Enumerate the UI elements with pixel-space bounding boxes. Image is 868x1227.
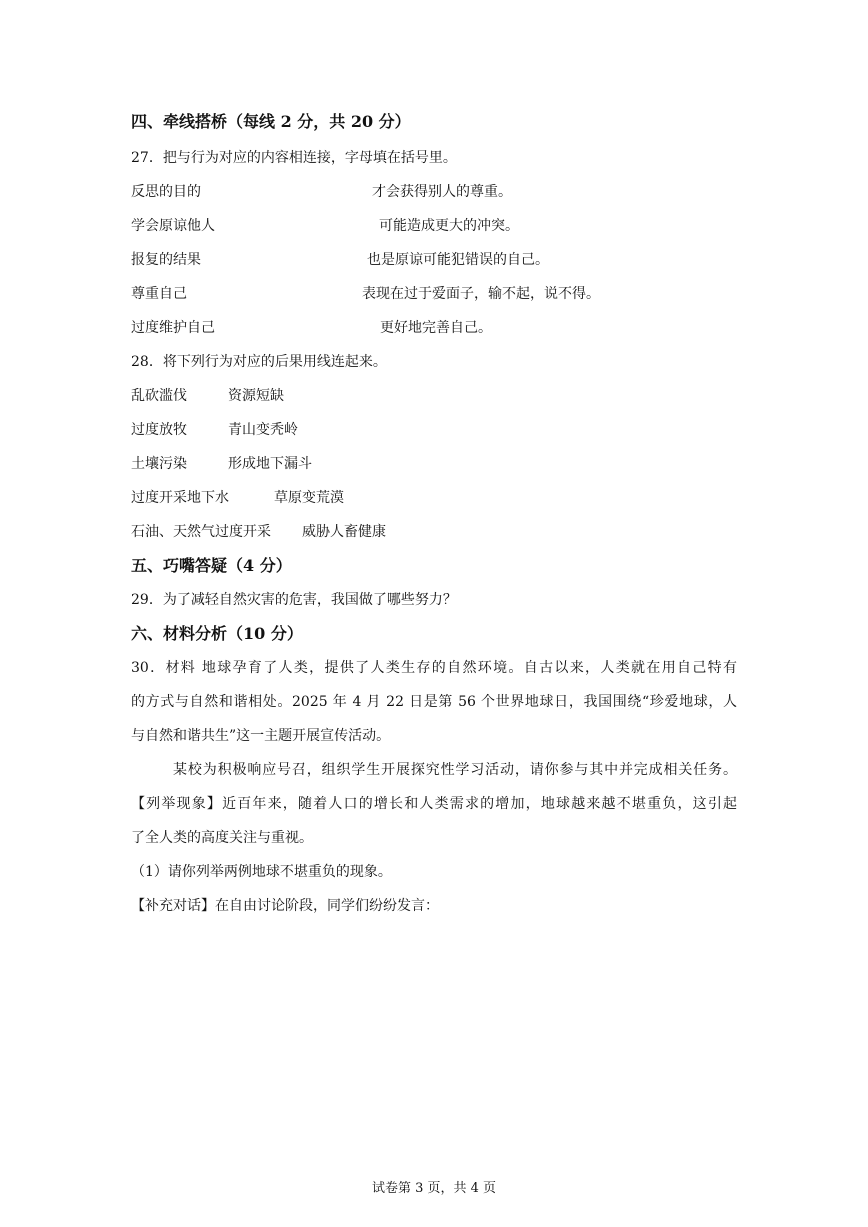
- q27-right-item: 更好地完善自己。: [380, 320, 492, 336]
- q30-material-line: 30．材料 地球孕育了人类，提供了人类生存的自然环境。自古以来，人类就在用自己特有: [131, 660, 737, 676]
- q27-left-item: 学会原谅他人: [131, 218, 215, 234]
- q30-task-line: 了全人类的高度关注与重视。: [131, 830, 313, 846]
- q30-task-line: 【列举现象】近百年来，随着人口的增长和人类需求的增加，地球越来越不堪重负，这引起: [131, 796, 737, 812]
- q28-right-item: 威胁人畜健康: [302, 524, 386, 540]
- section6-heading: 六、材料分析（10 分）: [131, 624, 303, 643]
- q28-right-item: 青山变秃岭: [228, 422, 298, 438]
- q30-material-line: 某校为积极响应号召，组织学生开展探究性学习活动，请你参与其中并完成相关任务。: [173, 762, 737, 778]
- q28-right-item: 资源短缺: [228, 388, 284, 404]
- q28-left-item: 乱砍滥伐: [131, 388, 187, 404]
- q28-left-item: 过度放牧: [131, 422, 187, 438]
- q30-material-line: 与自然和谐共生”这一主题开展宣传活动。: [131, 728, 391, 744]
- q27-left-item: 过度维护自己: [131, 320, 215, 336]
- q27-right-item: 可能造成更大的冲突。: [379, 218, 519, 234]
- q28-right-item: 草原变荒漠: [274, 490, 344, 506]
- q29-text: 29．为了减轻自然灾害的危害，我国做了哪些努力？: [131, 592, 457, 608]
- q27-right-item: 才会获得别人的尊重。: [372, 184, 512, 200]
- q28-left-item: 土壤污染: [131, 456, 187, 472]
- q27-right-item: 表现在过于爱面子，输不起，说不得。: [362, 286, 600, 302]
- q30-material-line: 的方式与自然和谐相处。2025 年 4 月 22 日是第 56 个世界地球日，我国围绕“珍爱地球，人: [131, 694, 737, 710]
- q28-right-item: 形成地下漏斗: [228, 456, 312, 472]
- section4-heading: 四、牵线搭桥（每线 2 分，共 20 分）: [131, 112, 411, 131]
- q27-left-item: 反思的目的: [131, 184, 201, 200]
- q27-left-item: 尊重自己: [131, 286, 187, 302]
- page-footer: 试卷第 3 页，共 4 页: [371, 1181, 497, 1196]
- q27-prompt: 27．把与行为对应的内容相连接，字母填在括号里。: [131, 150, 457, 166]
- section5-heading: 五、巧嘴答疑（4 分）: [131, 556, 292, 575]
- q30-task-line: 【补充对话】在自由讨论阶段，同学们纷纷发言：: [131, 898, 439, 914]
- q28-left-item: 石油、天然气过度开采: [131, 524, 271, 540]
- q30-subquestion: （1）请你列举两例地球不堪重负的现象。: [131, 864, 392, 880]
- q28-left-item: 过度开采地下水: [131, 490, 229, 506]
- q27-left-item: 报复的结果: [131, 252, 201, 268]
- q28-prompt: 28．将下列行为对应的后果用线连起来。: [131, 354, 387, 370]
- q27-right-item: 也是原谅可能犯错误的自己。: [367, 252, 549, 268]
